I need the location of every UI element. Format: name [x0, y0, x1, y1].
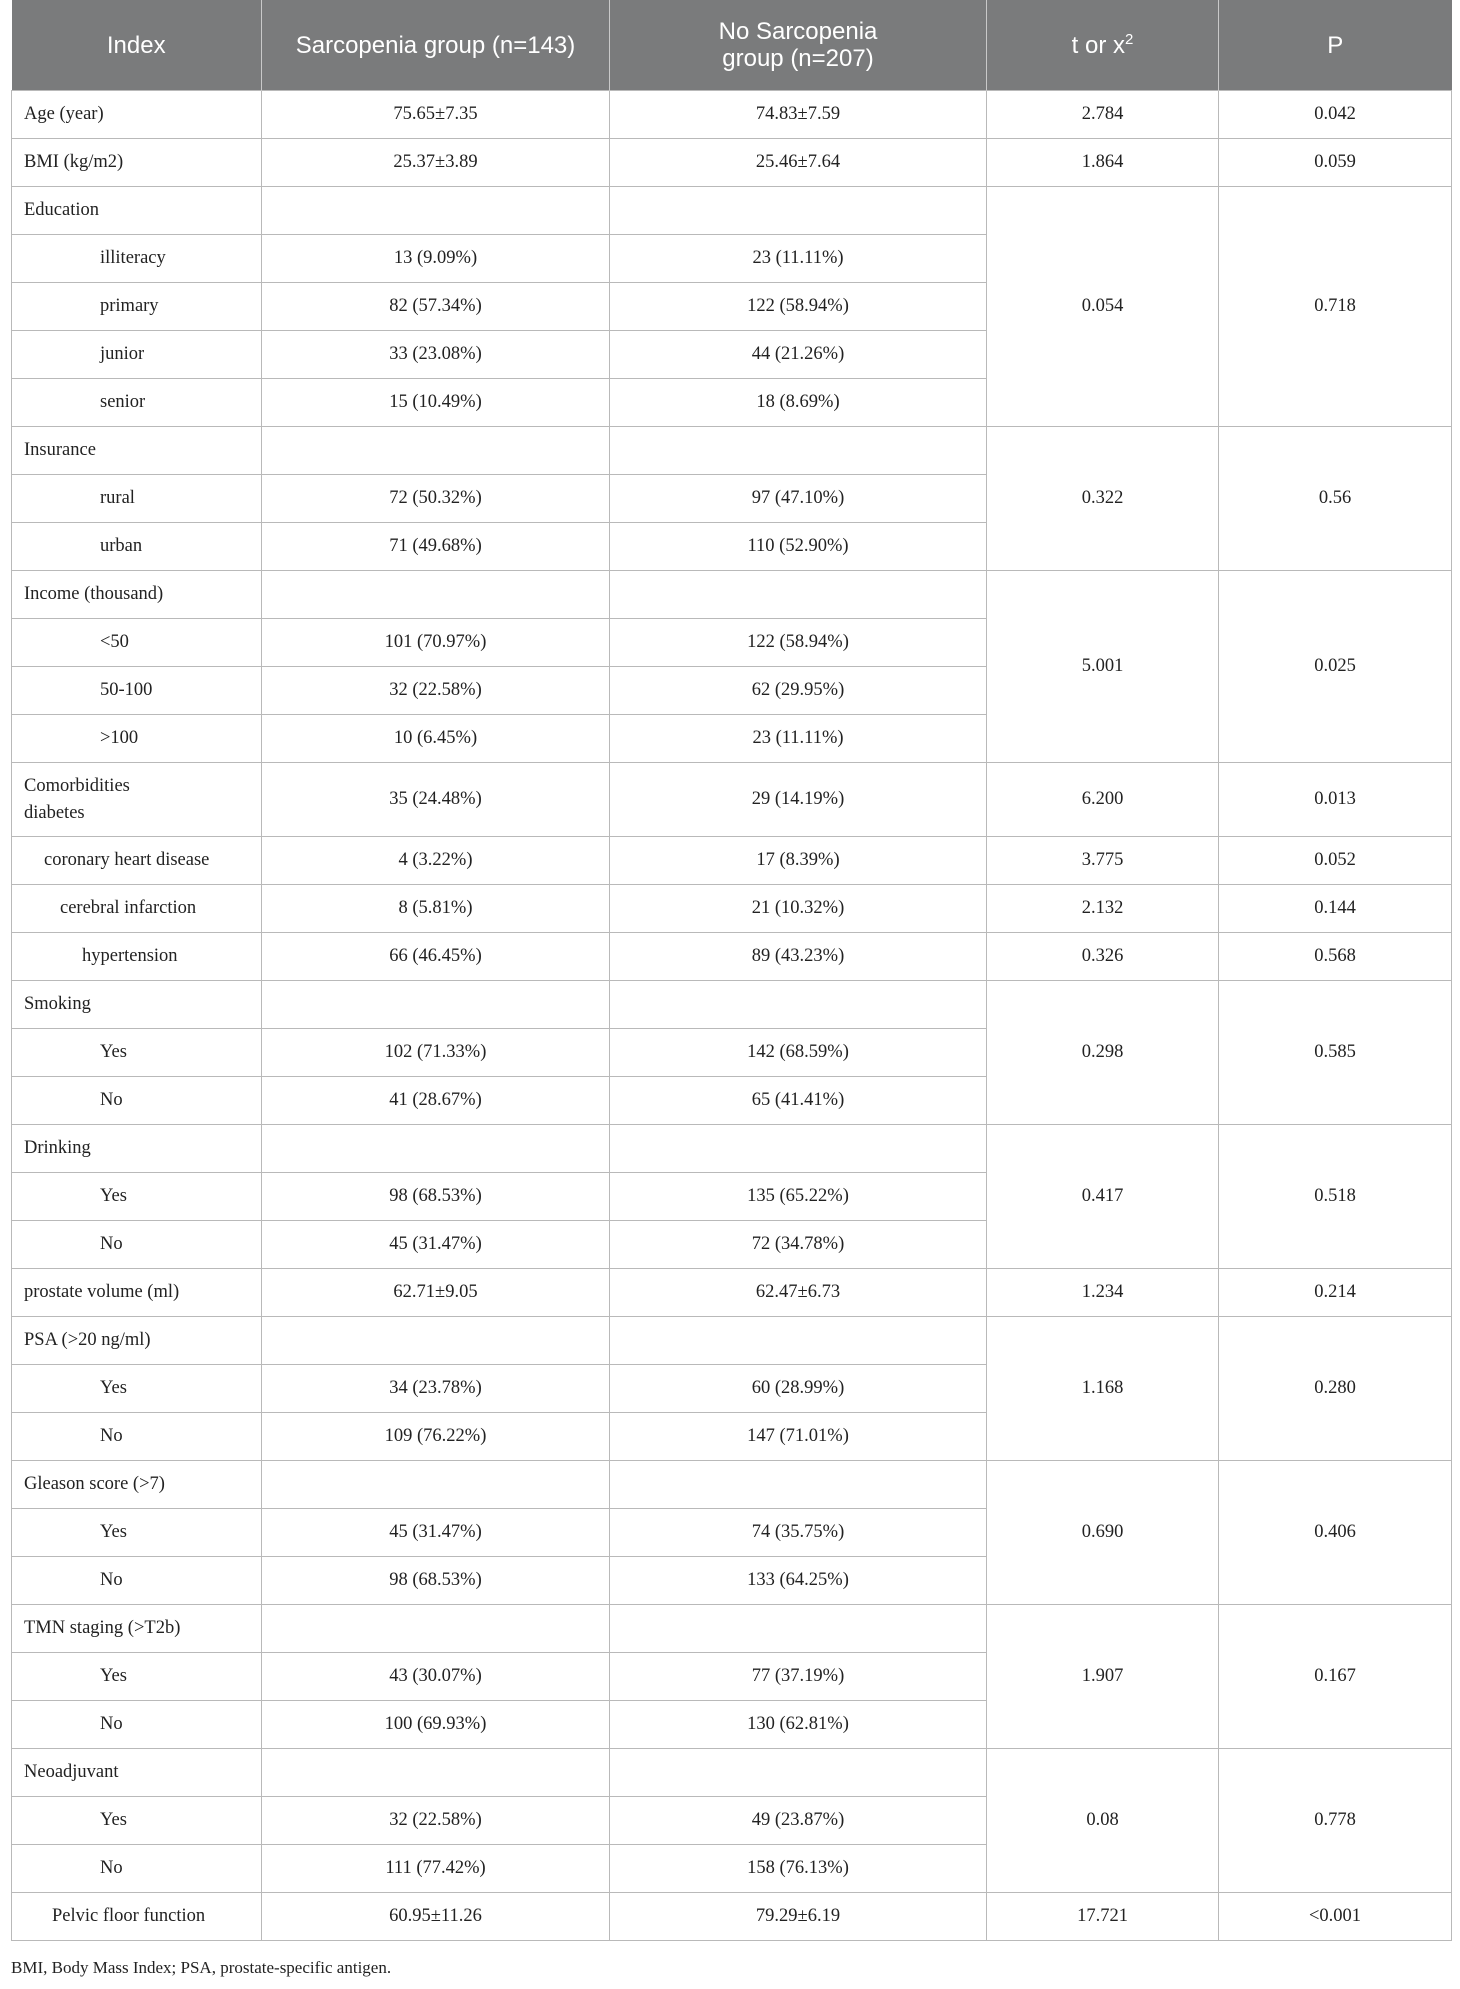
- sarcopenia-value: 41 (28.67%): [262, 1077, 610, 1125]
- p-value: 0.778: [1219, 1749, 1452, 1893]
- p-value: 0.059: [1219, 139, 1452, 187]
- sarcopenia-value: 109 (76.22%): [262, 1413, 610, 1461]
- table-footnote: BMI, Body Mass Index; PSA, prostate-specific antigen.: [11, 1958, 392, 1977]
- p-value: 0.518: [1219, 1125, 1452, 1269]
- p-value: 0.013: [1219, 763, 1452, 837]
- sarcopenia-value: 111 (77.42%): [262, 1845, 610, 1893]
- p-value: 0.144: [1219, 885, 1452, 933]
- no-sarcopenia-value: 158 (76.13%): [610, 1845, 987, 1893]
- table-row-neoadjuvant: [12, 1749, 1452, 1797]
- sarcopenia-value: 62.71±9.05: [262, 1269, 610, 1317]
- no-sarcopenia-value: 21 (10.32%): [610, 885, 987, 933]
- row-label: Drinking: [12, 1125, 262, 1173]
- row-label: No: [12, 1701, 262, 1749]
- no-sarcopenia-value: 49 (23.87%): [610, 1797, 987, 1845]
- row-label-line2: diabetes: [24, 802, 85, 823]
- empty-cell: [262, 187, 610, 235]
- sarcopenia-value: 45 (31.47%): [262, 1509, 610, 1557]
- table-header: [12, 0, 1452, 91]
- sarcopenia-value: 82 (57.34%): [262, 283, 610, 331]
- sarcopenia-value: 34 (23.78%): [262, 1365, 610, 1413]
- empty-cell: [610, 1605, 987, 1653]
- row-label: Gleason score (>7): [12, 1461, 262, 1509]
- sarcopenia-value: 15 (10.49%): [262, 379, 610, 427]
- row-label: prostate volume (ml): [12, 1269, 262, 1317]
- no-sarcopenia-value: 122 (58.94%): [610, 283, 987, 331]
- sarcopenia-value: 100 (69.93%): [262, 1701, 610, 1749]
- empty-cell: [262, 1749, 610, 1797]
- row-label: senior: [12, 379, 262, 427]
- statistic-value: 0.690: [987, 1461, 1219, 1605]
- header-no-sarcopenia-line1: No Sarcopenia: [718, 18, 878, 45]
- row-label: junior: [12, 331, 262, 379]
- p-value: 0.025: [1219, 571, 1452, 763]
- statistic-value: 2.784: [987, 91, 1219, 139]
- statistic-value: 6.200: [987, 763, 1219, 837]
- row-label: Yes: [12, 1797, 262, 1845]
- header-no-sarcopenia-line2: group (n=207): [722, 45, 874, 72]
- sarcopenia-value: 102 (71.33%): [262, 1029, 610, 1077]
- no-sarcopenia-value: 62 (29.95%): [610, 667, 987, 715]
- statistic-value: 0.054: [987, 187, 1219, 427]
- sarcopenia-value: 8 (5.81%): [262, 885, 610, 933]
- p-value: <0.001: [1219, 1893, 1452, 1941]
- no-sarcopenia-value: 23 (11.11%): [610, 235, 987, 283]
- row-label: hypertension: [12, 933, 262, 981]
- table-row-smoking: [12, 981, 1452, 1029]
- row-label: Smoking: [12, 981, 262, 1029]
- empty-cell: [610, 427, 987, 475]
- row-label: BMI (kg/m2): [12, 139, 262, 187]
- no-sarcopenia-value: 122 (58.94%): [610, 619, 987, 667]
- no-sarcopenia-value: 44 (21.26%): [610, 331, 987, 379]
- sarcopenia-value: 33 (23.08%): [262, 331, 610, 379]
- table-row-bmi: [12, 139, 1452, 187]
- p-value: 0.406: [1219, 1461, 1452, 1605]
- sarcopenia-value: 25.37±3.89: [262, 139, 610, 187]
- empty-cell: [262, 427, 610, 475]
- row-label: [12, 763, 262, 837]
- table-row-comorbidities-diabetes: [12, 763, 1452, 837]
- p-value: 0.718: [1219, 187, 1452, 427]
- statistic-value: 0.417: [987, 1125, 1219, 1269]
- table-row-hypertension: [12, 933, 1452, 981]
- empty-cell: [610, 981, 987, 1029]
- row-label: Yes: [12, 1365, 262, 1413]
- empty-cell: [262, 1317, 610, 1365]
- header-statistic: [987, 0, 1219, 91]
- no-sarcopenia-value: 23 (11.11%): [610, 715, 987, 763]
- statistic-value: 3.775: [987, 837, 1219, 885]
- row-label: rural: [12, 475, 262, 523]
- row-label: Yes: [12, 1173, 262, 1221]
- p-value: 0.280: [1219, 1317, 1452, 1461]
- row-label: primary: [12, 283, 262, 331]
- sarcopenia-value: 98 (68.53%): [262, 1173, 610, 1221]
- table-row-prostate-volume: [12, 1269, 1452, 1317]
- p-value: 0.585: [1219, 981, 1452, 1125]
- table-row-tmn: [12, 1605, 1452, 1653]
- table-row-income: [12, 571, 1452, 619]
- sarcopenia-value: 32 (22.58%): [262, 667, 610, 715]
- sarcopenia-value: 72 (50.32%): [262, 475, 610, 523]
- header-index: Index: [12, 0, 262, 91]
- sarcopenia-value: 13 (9.09%): [262, 235, 610, 283]
- statistic-value: 1.234: [987, 1269, 1219, 1317]
- table-row-gleason: [12, 1461, 1452, 1509]
- baseline-characteristics-table: [11, 0, 1452, 1941]
- empty-cell: [610, 571, 987, 619]
- no-sarcopenia-value: 142 (68.59%): [610, 1029, 987, 1077]
- header-statistic-label: t or x: [1071, 31, 1125, 59]
- p-value: 0.214: [1219, 1269, 1452, 1317]
- no-sarcopenia-value: 62.47±6.73: [610, 1269, 987, 1317]
- p-value: 0.042: [1219, 91, 1452, 139]
- no-sarcopenia-value: 130 (62.81%): [610, 1701, 987, 1749]
- empty-cell: [610, 1749, 987, 1797]
- row-label: Pelvic floor function: [12, 1893, 262, 1941]
- sarcopenia-value: 98 (68.53%): [262, 1557, 610, 1605]
- sarcopenia-value: 35 (24.48%): [262, 763, 610, 837]
- no-sarcopenia-value: 65 (41.41%): [610, 1077, 987, 1125]
- statistic-value: 2.132: [987, 885, 1219, 933]
- empty-cell: [610, 1125, 987, 1173]
- statistic-value: 1.864: [987, 139, 1219, 187]
- sarcopenia-value: 32 (22.58%): [262, 1797, 610, 1845]
- no-sarcopenia-value: 74.83±7.59: [610, 91, 987, 139]
- sarcopenia-value: 45 (31.47%): [262, 1221, 610, 1269]
- no-sarcopenia-value: 25.46±7.64: [610, 139, 987, 187]
- row-label: No: [12, 1413, 262, 1461]
- table-row-age: [12, 91, 1452, 139]
- statistic-value: 0.298: [987, 981, 1219, 1125]
- no-sarcopenia-value: 72 (34.78%): [610, 1221, 987, 1269]
- no-sarcopenia-value: 77 (37.19%): [610, 1653, 987, 1701]
- row-label: No: [12, 1557, 262, 1605]
- row-label: Age (year): [12, 91, 262, 139]
- row-label: Yes: [12, 1653, 262, 1701]
- header-sarcopenia: Sarcopenia group (n=143): [262, 0, 610, 91]
- row-label: cerebral infarction: [12, 885, 262, 933]
- p-value: 0.167: [1219, 1605, 1452, 1749]
- row-label: <50: [12, 619, 262, 667]
- row-label: PSA (>20 ng/ml): [12, 1317, 262, 1365]
- sarcopenia-value: 101 (70.97%): [262, 619, 610, 667]
- no-sarcopenia-value: 29 (14.19%): [610, 763, 987, 837]
- table-row-psa: [12, 1317, 1452, 1365]
- row-label: >100: [12, 715, 262, 763]
- no-sarcopenia-value: 74 (35.75%): [610, 1509, 987, 1557]
- sarcopenia-value: 60.95±11.26: [262, 1893, 610, 1941]
- row-label: Yes: [12, 1029, 262, 1077]
- statistic-value: 5.001: [987, 571, 1219, 763]
- p-value: 0.052: [1219, 837, 1452, 885]
- no-sarcopenia-value: 79.29±6.19: [610, 1893, 987, 1941]
- table-row-coronary-heart-disease: [12, 837, 1452, 885]
- row-label: Insurance: [12, 427, 262, 475]
- no-sarcopenia-value: 17 (8.39%): [610, 837, 987, 885]
- statistic-value: 0.326: [987, 933, 1219, 981]
- empty-cell: [610, 1461, 987, 1509]
- row-label-line1: Comorbidities: [24, 775, 130, 796]
- table-row-education: [12, 187, 1452, 235]
- header-statistic-superscript: 2: [1125, 30, 1134, 48]
- no-sarcopenia-value: 97 (47.10%): [610, 475, 987, 523]
- statistic-value: 17.721: [987, 1893, 1219, 1941]
- sarcopenia-value: 43 (30.07%): [262, 1653, 610, 1701]
- row-label: Income (thousand): [12, 571, 262, 619]
- no-sarcopenia-value: 135 (65.22%): [610, 1173, 987, 1221]
- statistic-value: 1.907: [987, 1605, 1219, 1749]
- row-label: illiteracy: [12, 235, 262, 283]
- row-label: Education: [12, 187, 262, 235]
- statistic-value: 1.168: [987, 1317, 1219, 1461]
- row-label: coronary heart disease: [12, 837, 262, 885]
- row-label: urban: [12, 523, 262, 571]
- empty-cell: [262, 1461, 610, 1509]
- row-label: Neoadjuvant: [12, 1749, 262, 1797]
- statistic-value: 0.322: [987, 427, 1219, 571]
- empty-cell: [610, 187, 987, 235]
- empty-cell: [262, 1125, 610, 1173]
- header-p-value: P: [1219, 0, 1452, 91]
- statistic-value: 0.08: [987, 1749, 1219, 1893]
- sarcopenia-value: 71 (49.68%): [262, 523, 610, 571]
- no-sarcopenia-value: 110 (52.90%): [610, 523, 987, 571]
- table-row-insurance: [12, 427, 1452, 475]
- no-sarcopenia-value: 147 (71.01%): [610, 1413, 987, 1461]
- row-label: No: [12, 1077, 262, 1125]
- no-sarcopenia-value: 18 (8.69%): [610, 379, 987, 427]
- row-label: TMN staging (>T2b): [12, 1605, 262, 1653]
- table-row-cerebral-infarction: [12, 885, 1452, 933]
- table-row-drinking: [12, 1125, 1452, 1173]
- row-label: Yes: [12, 1509, 262, 1557]
- no-sarcopenia-value: 133 (64.25%): [610, 1557, 987, 1605]
- p-value: 0.568: [1219, 933, 1452, 981]
- sarcopenia-value: 66 (46.45%): [262, 933, 610, 981]
- table-row-pelvic-floor-function: [12, 1893, 1452, 1941]
- p-value: 0.56: [1219, 427, 1452, 571]
- empty-cell: [610, 1317, 987, 1365]
- empty-cell: [262, 571, 610, 619]
- header-no-sarcopenia: [610, 0, 987, 91]
- sarcopenia-value: 4 (3.22%): [262, 837, 610, 885]
- header-row: [12, 0, 1452, 91]
- row-label: No: [12, 1221, 262, 1269]
- table-body: [12, 91, 1452, 1941]
- empty-cell: [262, 981, 610, 1029]
- sarcopenia-value: 75.65±7.35: [262, 91, 610, 139]
- table-container: [11, 0, 1451, 1941]
- no-sarcopenia-value: 60 (28.99%): [610, 1365, 987, 1413]
- no-sarcopenia-value: 89 (43.23%): [610, 933, 987, 981]
- row-label: No: [12, 1845, 262, 1893]
- sarcopenia-value: 10 (6.45%): [262, 715, 610, 763]
- row-label: 50-100: [12, 667, 262, 715]
- empty-cell: [262, 1605, 610, 1653]
